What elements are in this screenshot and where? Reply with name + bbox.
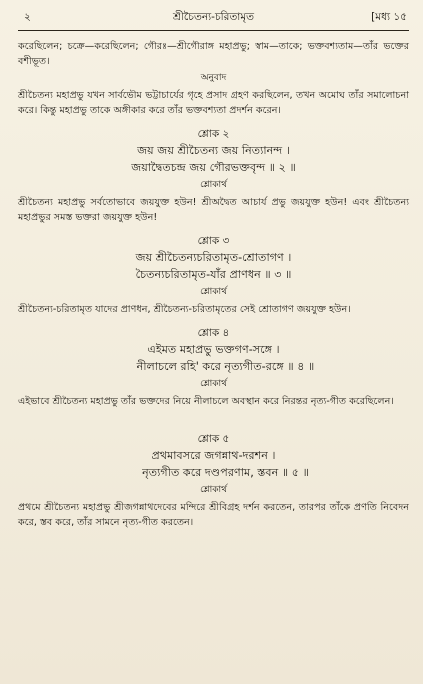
shloka-3-line-1: জয় শ্রীচৈতন্যচরিতামৃত-শ্রোতাগণ ।: [135, 251, 292, 264]
shloka-2-artha: শ্রীচৈতন্য মহাপ্রভু সর্বতোভাবে জয়যুক্ত হউন! শ্রীঅদ্বৈত আচার্য প্রভু জয়যুক্ত হউন! এবং শ্রীচৈতন্য মহাপ্রভুর সমস্ত ভক্তরা জয়যুক্ত হউন!: [18, 197, 409, 223]
shloka-4-line-2: নীলাচলে রহি' করে নৃত্যগীত-রঙ্গে ॥ ৪ ॥: [136, 360, 315, 373]
shloka-4-artha: এইভাবে শ্রীচৈতন্য মহাপ্রভু তাঁর ভক্তদের নিয়ে নীলাচলে অবস্থান করে নিরন্তর নৃত্য-গীত করেছিলেন।: [18, 396, 394, 407]
shloka-2-line-1: জয় জয় শ্রীচৈতন্য জয় নিত্যানন্দ ।: [137, 144, 290, 157]
chapter-label: [মধ্য ১৫: [371, 11, 407, 23]
shloka-2-line-2: জয়াদ্বৈতচন্দ্র জয় গৌরভক্তবৃন্দ ॥ ২ ॥: [131, 161, 296, 174]
header-rule: [18, 30, 409, 31]
running-title: শ্রীচৈতন্য-চরিতামৃত: [172, 11, 255, 23]
shloka-5-heading: শ্লোক ৫: [197, 433, 230, 445]
shloka-3-line-2: চৈতন্যচরিতামৃত-যাঁর প্রাণধন ॥ ৩ ॥: [135, 268, 292, 281]
spacer: [18, 409, 409, 423]
shloka-3-artha: শ্রীচৈতন্য-চরিতামৃত যাদের প্রাণধন, শ্রীচৈতন্য-চরিতামৃতের সেই শ্রোতাগণ জয়যুক্ত হউন।: [18, 304, 351, 315]
shloka-4-artha-label: শ্লোকার্থ: [200, 379, 227, 389]
shloka-5-artha: প্রথমে শ্রীচৈতন্য মহাপ্রভু শ্রীজগন্নাথদেবের মন্দিরে শ্রীবিগ্রহ দর্শন করতেন, তারপর তাঁকে প্রণতি নিবেদন করে, স্তব করে, তাঁর সামনে নৃত্য-গীত করতেন।: [18, 502, 409, 528]
shloka-4-line-1: এইমত মহাপ্রভু ভক্তগণ-সঙ্গে ।: [147, 343, 280, 356]
shloka-3-artha-label: শ্লোকার্থ: [200, 287, 227, 297]
shloka-5-line-2: নৃত্যগীত করে দণ্ডপরণাম, স্তবন ॥ ৫ ॥: [142, 466, 309, 479]
shloka-5-artha-label: শ্লোকার্থ: [200, 485, 227, 495]
intro-paragraph: করেছিলেন; চক্রে—করেছিলেন; গৌরঃ—শ্রীগৌরাঙ্গ মহাপ্রভু; স্বাম—তাকে; ভক্তবশ্যতাম—তাঁর ভক্তের বশীভূত।: [18, 41, 409, 67]
shloka-2-artha-label: শ্লোকার্থ: [200, 180, 227, 190]
shloka-3-heading: শ্লোক ৩: [197, 235, 230, 247]
shloka-2-heading: শ্লোক ২: [197, 128, 230, 140]
shloka-5-line-1: প্রথমাবসরে জগন্নাথ-দরশন ।: [151, 449, 276, 462]
shloka-4-heading: শ্লোক ৪: [197, 327, 230, 339]
anubad-paragraph: শ্রীচৈতন্য মহাপ্রভু যখন সার্বভৌম ভট্টাচার্যের গৃহে প্রসাদ গ্রহণ করছিলেন, তখন অমোঘ তাঁর সমালোচনা করে। কিন্তু মহাপ্রভু তাকে অঙ্গীকার করে তাঁর ভক্তবশ্যতা প্রদর্শন করেন।: [18, 90, 409, 116]
page-number: ২: [24, 11, 31, 23]
page-header: [18, 10, 409, 28]
anubad-label: অনুবাদ: [200, 73, 227, 83]
